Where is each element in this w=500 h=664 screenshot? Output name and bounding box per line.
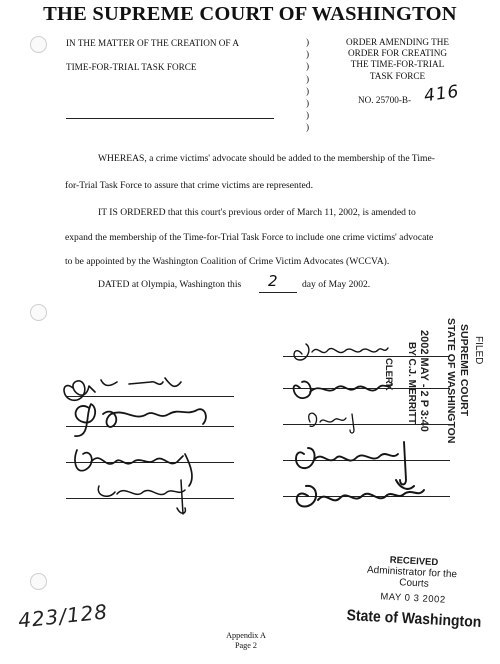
filed-stamp-line-1: FILED (473, 336, 484, 365)
caption-right-line-3: THE TIME-FOR-TRIAL (350, 59, 445, 70)
received-stamp-date: MAY 0 3 2002 (380, 591, 446, 606)
paragraph-whereas-line-2: for-Trial Task Force to assure that crime victims are represented. (65, 180, 313, 191)
received-stamp-state: State of Washington (346, 605, 482, 631)
filed-stamp-line-6: CLERK (383, 358, 394, 391)
dated-suffix: day of May 2002. (302, 279, 371, 290)
caption-right-line-4: TASK FORCE (369, 70, 426, 81)
filed-stamp-line-4: 2002 MAY - 2 P 3:40 (418, 330, 430, 432)
dated-prefix: DATED at Olympia, Washington this (98, 279, 242, 290)
paragraph-ordered-line-2: expand the membership of the Time-for-Trial Task Force to include one crime victims' advocate (65, 232, 434, 243)
hole-punch-top (30, 36, 47, 53)
received-stamp-line-2: Courts (398, 577, 429, 590)
filed-stamp (383, 318, 490, 448)
caption-underline (66, 118, 274, 119)
hole-punch-bottom (30, 573, 47, 590)
filed-stamp-line-5: BY C.J. MERRITT (406, 342, 417, 425)
paragraph-whereas-line-1: WHEREAS, a crime victims' advocate should be added to the membership of the Time- (98, 153, 435, 164)
filed-stamp-line-3: STATE OF WASHINGTON (445, 318, 457, 444)
hole-punch-middle (30, 304, 47, 321)
caption-right-line-2: ORDER FOR CREATING (347, 48, 448, 59)
justice-signatures-left (55, 358, 245, 528)
case-number: NO. 25700-B- (358, 95, 412, 105)
footer-appendix: Appendix A (226, 631, 266, 640)
dated-day-underline (259, 292, 297, 293)
filed-stamp-line-2: SUPREME COURT (458, 324, 470, 417)
caption-divider: ) ) ) ) ) ) ) ) (306, 37, 310, 133)
footer-page: Page 2 (234, 641, 258, 650)
caption-right-line-1: ORDER AMENDING THE (346, 37, 449, 47)
handwritten-number: 423/128 (16, 599, 110, 633)
case-number-handwritten: 416 (422, 81, 461, 107)
received-stamp-title: RECEIVED (389, 554, 439, 569)
received-stamp-line-1: Administrator for the (366, 564, 458, 581)
dated-day: 2 (268, 272, 278, 290)
caption-left-line-2: TIME-FOR-TRIAL TASK FORCE (66, 62, 197, 72)
caption-left-line-1: IN THE MATTER OF THE CREATION OF A (66, 38, 239, 48)
caption-right (325, 37, 470, 82)
court-title: THE SUPREME COURT OF WASHINGTON (43, 3, 457, 25)
paragraph-ordered-line-3: to be appointed by the Washington Coalition of Crime Victim Advocates (WCCVA). (65, 256, 390, 267)
paragraph-ordered-line-1: IT IS ORDERED that this court's previous order of March 11, 2002, is amended to (98, 207, 416, 218)
